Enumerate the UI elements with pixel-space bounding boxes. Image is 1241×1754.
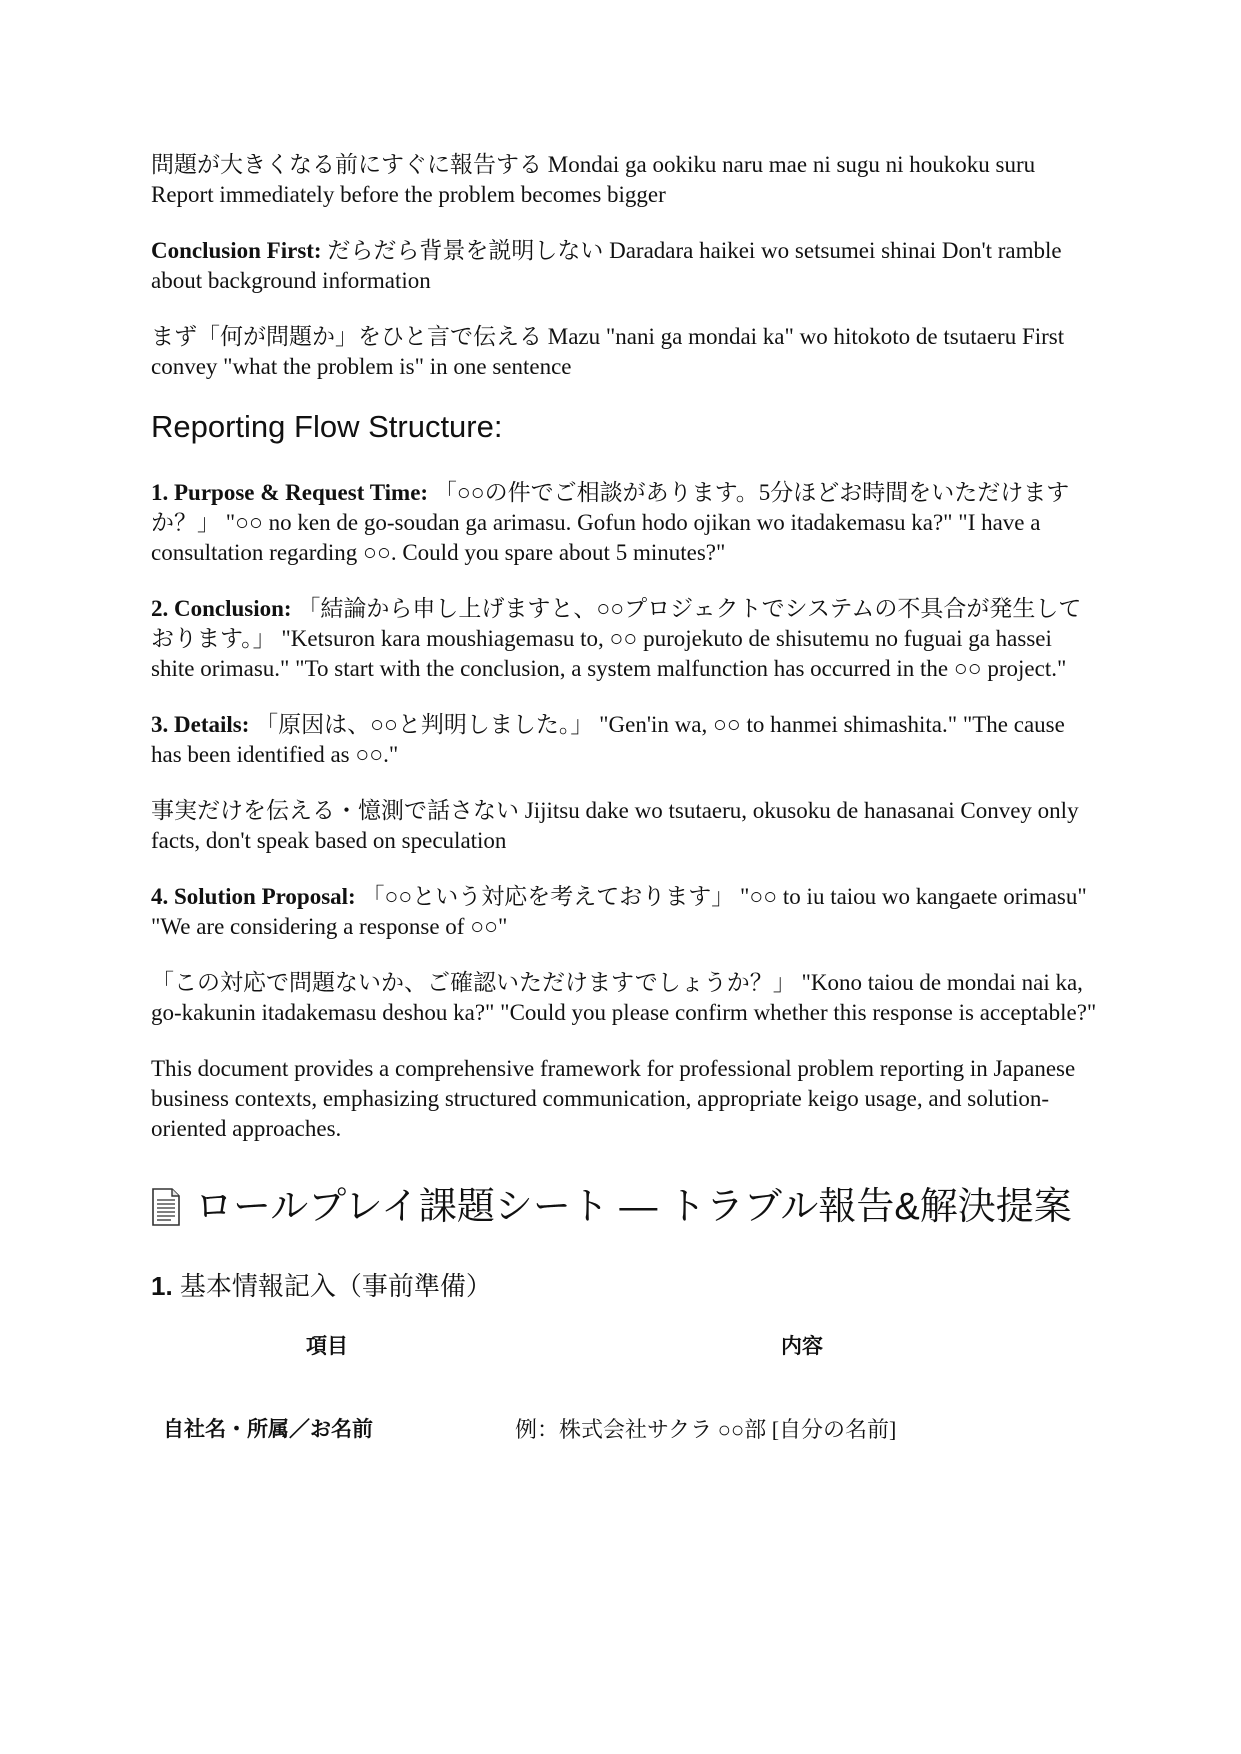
paragraph-text: 「○○の件でご相談があります。5分ほどお時間をいただけますか？」 "○○ no ken de go-soudan ga arimasu. Gofun hodo ojikan wo itadakemasu ka?" "I have a consultation regarding ○○. Could you spare about 5 minutes?" (151, 480, 1070, 565)
table-row (151, 1402, 1101, 1454)
paragraph-text: 「原因は、○○と判明しました。」 "Gen'in wa, ○○ to hanmei shimashita." "The cause has been identified as ○○." (151, 712, 1065, 767)
paragraph-text: This document provides a comprehensive framework for professional problem reporting in Japanese business contexts, emphasizing structured communication, appropriate keigo usage, and solution-oriented approaches. (151, 1056, 1076, 1141)
row-value-field[interactable]: 例：株式会社サクラ ○○部 [自分の名前] (515, 1416, 897, 1442)
paragraph-text: まず「何が問題か」をひと言で伝える Mazu "nani ga mondai ka" wo hitokoto de tsutaeru First convey "what the problem is" in one sentence (151, 324, 1065, 379)
document-content (151, 150, 1101, 1454)
paragraph-lead: 2. Conclusion: (151, 596, 292, 621)
flow-step-paragraph (151, 882, 1101, 942)
flow-step-paragraph (151, 710, 1101, 770)
document-icon (151, 1188, 181, 1226)
flow-note-paragraph (151, 968, 1101, 1028)
paragraph-text: だらだら背景を説明しない Daradara haikei wo setsumei shinai Don't ramble about background information (151, 238, 1062, 293)
paragraph-text: 事実だけを伝える・憶測で話さない Jijitsu dake wo tsutaeru, okusoku de hanasanai Convey only facts, don't speak based on speculation (151, 798, 1079, 853)
summary-paragraph (151, 1054, 1101, 1144)
paragraph-lead: 4. Solution Proposal: (151, 884, 356, 909)
subheading-basic-info (151, 1270, 1101, 1302)
intro-paragraph (151, 322, 1101, 382)
column-header-content: 内容 (781, 1335, 823, 1358)
subheading-text: 基本情報記入（事前準備） (172, 1271, 492, 1301)
paragraph-lead: Conclusion First: (151, 238, 322, 263)
paragraph-lead: 3. Details: (151, 712, 250, 737)
table-header-row (151, 1330, 1101, 1402)
flow-note-paragraph (151, 796, 1101, 856)
paragraph-text: 「結論から申し上げますと、○○プロジェクトでシステムの不具合が発生しております。」 "Ketsuron kara moushiagemasu to, ○○ purojekuto de shisutemu no fuguai ga hassei shite orimasu." "To start with the conclusion, a system malfunction has occurred in the ○○ project." (151, 596, 1082, 681)
section-heading: Reporting Flow Structure: (151, 409, 503, 444)
subheading-number: 1. (151, 1271, 173, 1301)
paragraph-text: 問題が大きくなる前にすぐに報告する Mondai ga ookiku naru mae ni sugu ni houkoku suru Report immediately before the problem becomes bigger (151, 152, 1036, 207)
row-label: 自社名・所属／お名前 (163, 1418, 373, 1441)
intro-paragraph (151, 150, 1101, 210)
doc-title-text: ロールプレイ課題シート — トラブル報告&解決提案 (195, 1186, 1072, 1228)
intro-paragraph (151, 236, 1101, 296)
info-table (151, 1330, 1101, 1454)
paragraph-text: 「○○という対応を考えております」 "○○ to iu taiou wo kangaete orimasu" "We are considering a response of ○○" (151, 884, 1087, 939)
paragraph-text: 「この対応で問題ないか、ご確認いただけますでしょうか？」 "Kono taiou de mondai nai ka, go-kakunin itadakemasu deshou ka?" "Could you please confirm whether this response is acceptable?" (151, 970, 1097, 1025)
doc-title (151, 1184, 1101, 1230)
column-header-item: 項目 (306, 1335, 348, 1358)
flow-step-paragraph (151, 478, 1101, 568)
flow-step-paragraph (151, 594, 1101, 684)
paragraph-lead: 1. Purpose & Request Time: (151, 480, 429, 505)
